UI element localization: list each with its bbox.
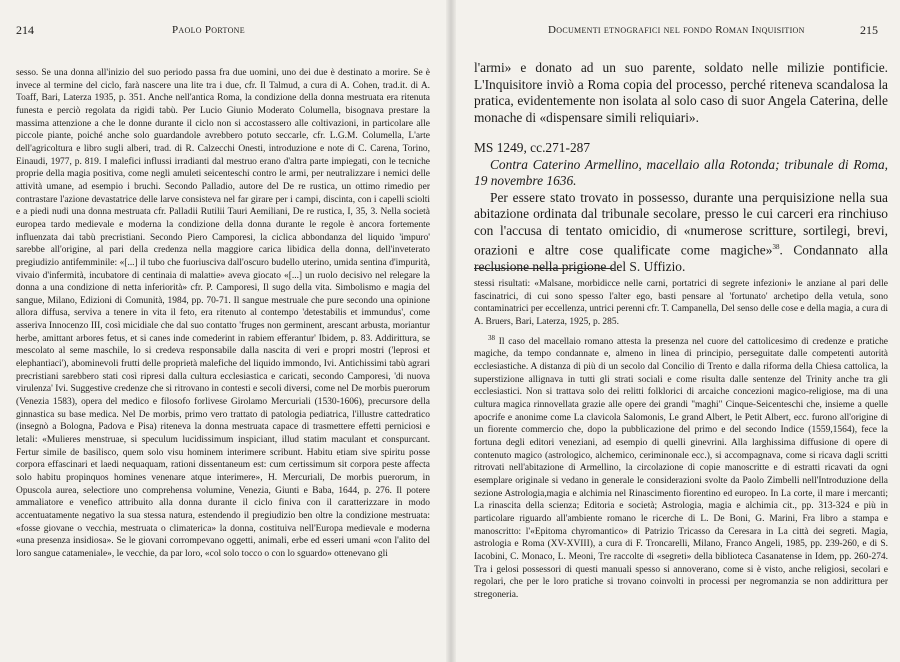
running-head: Documenti etnografici nel fondo Roman Inquisition xyxy=(548,24,805,36)
footnote-number: 38 xyxy=(488,333,495,342)
manuscript-entry xyxy=(474,140,888,275)
running-head: Paolo Portone xyxy=(172,24,245,36)
footnote-38 xyxy=(474,332,888,602)
page-number: 215 xyxy=(860,23,878,37)
ms-heading: MS 1249, cc.271-287 xyxy=(474,140,591,155)
ms-body-text: Per essere stato trovato in possesso, durante una perquisizione nella sua abitazione ordinata dal tribunale secolare, presso le cui carceri era rinchiuso con l'accusa di tentato omicidio, di «numerose scritture, sortilegi, brevi, orazioni e altre cose qualificate come magiche» xyxy=(474,189,888,258)
footnote-rule xyxy=(474,268,614,269)
footnote-38-text: Il caso del macellaio romano attesta la presenza nel cuore del cattolicesimo di credenze e pratiche magiche, da tempo condannate e, almeno in linea di principio, perseguitate dalle competenti autorità ecclesiastiche. A distanza di più di un secolo dal Concilio di Trento e dalla riforma della Chiesa cattolica, la superstizione allignava in tutti gli strati sociali e come risulta dalle sentenze del Trinity anche tra gli ecclesiastici. Non si trattava solo dei relitti folklorici di arcaiche concezioni magico-religiose, ma di una cultura magica rinnovellata grazie alle opere dei grandi "maghi" Cinque-Seicenteschi che, insieme a quelle apocrife e anonime come La clavicola Salomonis, Le grand Albert, le Petit Albert, ecc. furono all'origine di un fiorente commercio che, dopo la pubblicazione del primo e del secondo Indice (1559,1564), fece la fortuna degli editori veneziani, ad esempio di quelli ginevrini. Alla larghissima diffusione di opere di contenuto magico (astrologico, alchemico, ceriminonale ecc.), si accompagnava, come si ricava dagli scritti ritrovati nell'abitazione di Armellino, la circolazione di copie manoscritte e di estratti ricavati da ogni esemplare originale si vedano in generale le considerazioni svolte da Paolo Zimbelli nell'Introduzione della sezione Astrologia,magia e alchimia nel Rinascimento fiorentino ed europeo. In La corte, il mare i mercanti; La rinascita della scienza; Editoria e società; Astrologia, magia e alchimia cit., pp. 313-324 e più in particolare riguardo all'ambiente romano le ricerche di L. De Boni, G. Marini, Fra libro a stampa e manoscritto: l'«Epitoma chyromantico» di Patrizio Tricasso da Ceresara in La città dei segreti. Magia, astrologia e Roma (XV-XVIII), a cura di F. Troncarelli, Milano, Franco Angeli, 1985, pp. 239-260, e di S. Iacobini, C. Monaco, L. Meoni, Tre raccolte di «segreti» della biblioteca Casanatense in Idem, pp. 260-274. Tra i gelosi possessori di questi manuali spesso si annoverano, come si è visto, anche religiosi, secolari e regolari, che per le loro pratiche si trovano coinvolti in processi per negromanzia se non addirittura per stregoneria. xyxy=(474,336,888,600)
body-paragraph xyxy=(474,60,888,126)
footnotes xyxy=(474,278,888,661)
footnote-text: sesso. Se una donna all'inizio del suo periodo passa fra due uomini, uno dei due è destinato a morire. Se è invece al termine del ciclo, farà nascere una lite tra i due, cfr. Il Talmud, a cura di A. Cohen, trad.it. di A. Toaff, Bari, Laterza 1935, p. 351. Anche nell'antica Roma, la condizione della donna mestruata era ritenuta funesta e perciò regolata da rigidi tabù. Per Lucio Giunio Moderato Columella, bisognava prestare la massima attenzione a che le donne durante il ciclo non si accostassero alle coltivazioni, in particolare alle piccole piante, poiché anche solo guardandole avrebbero potuto seccarle, cfr. L.G.M. Columella, L'arte dell'agricoltura e libro sugli alberi, trad. di R. Calzecchi Onesti, introduzione e note di C. Carena, Torino, Einaudi, 1977, p. 819. I malefici influssi irradianti dal mestruo erano d'altra parte impiegati, con le tecniche proprie della magia positiva, come negli amuleti seicenteschi contro le armi, per neutralizzare i nemici delle attività umane, ad esempio i bruchi. Secondo Palladio, autore del De re rustica, un ottimo rimedio per contrastare l'azione devastatrice delle larve consisteva nel far girare per i campi, discinta, con i capelli sciolti e a piedi nudi una donna mestruata cfr. Palladii Rutilii Tauri Aemiliani, De re rustica, I, 35, 3. Nella società europea tardo medievale e moderna la condizione della donna durante le regole è ancora fortemente influenzata dai tabù precristiani. Secondo Piero Camporesi, la ciclica abbondanza del liquido 'impuro' sarebbe all'origine, al pari della credenza nella maggiore carica libidica della donna, dell'inveterato pregiudizio antifemminile: «[...] il tubo che fuoriusciva dall'oscuro budello uterino, umida sentina d'impurità, vivaio d'infermità, incubatore di centinaia di malattie» aveva giocato «[...] un ruolo decisivo nel relegare la donna a una condizione di netta inferiorità» cfr. P. Camporesi, Il sugo della vita. Simbolismo e magia del sangue, Milano, Edizioni di Comunità, 1984, pp. 70-71. Il sangue mestruale che pure secondo una opinione allora diffusa, serviva a tenere in vita il feto, era ritenuto al contempo 'detestabilis et immundus', come asseriva Innocenzo III, così micidiale che dal suo contatto 'fruges non germinent, arescant arbusta, moriantur herbe, amittant arbores fetus, et si canes inde comederint in rabiem efferantur' Ibidem, p. 83. Addirittura, se mescolato al seme maschile, lo si credeva responsabile dalla nascita di veri e propri mostri ('leprosi et elephantiaci'), abominevoli frutti delle proprietà malefiche del liquido immondo, Ivi. Antichissimi tabù agrari precristiani sarebbero stati così ripresi dalla cultura ecclesiastica e caricati, secondo Camporesi, 'di nuova virulenza' Ivi. Suggestive credenze che si ritrovano in contesti e secoli diversi, come nel De morbis puerorum (Venezia 1583), opera del medico e filosofo forlivese Girolamo Mercuriali (1530-1606), precursore della ginnastica su base medica. Nel De morbis, primo vero trattato di patologia pediatrica, l'illustre cattedratico (insegnò a Bologna, Padova e Pisa) riteneva la donna mestruata capace di trasmettere effetti perniciosi e letali: «Mulieres menstruae, si speculum lucidissimum inspiciant, illud statim maculant et conspurcant. Fertur simile de basilisco, quem solo visu hominem interimere scribunt. Habitu etiam sive spiritu posse corpora effascinari et laedi nequaquam, rationi dissentaneum est: cum certissimum sit corpora peste affecta solo habitu propinquos homines venenare atque interimere», H. Mercuriali, De morbis puerorum, in Opuscola aurea, selectiore uno comprehensa volumine, Venezia, Giunti e Baba, 1644, p. 276. Il potere ammaliatore e venefico attribuito alla donna durante il ciclo finiva con il caratterizzare in modo accentuatamente negativo la sua stessa natura, estendendo il pregiudizio ben oltre la condizione mestruata: «fosse giovane o vecchia, mestruata o climaterica» la donna, costituiva nell'Europa medievale e moderna «una presenza insidiosa». Se le giovani corrompevano oggetti, animali, erbe ed esseri umani «con l'alito del loro sangue catameniale», le vecchie, da par loro, «col solo tocco o con lo sguardo» ottenevano gli xyxy=(16,68,430,559)
page-number: 214 xyxy=(16,23,34,37)
left-page xyxy=(0,0,448,662)
footnote-reference: 38 xyxy=(772,243,780,251)
right-page xyxy=(454,0,900,662)
ms-subtitle xyxy=(474,157,888,190)
body-continuation: l'armi» e donato ad un suo parente, soldato nelle milizie pontificie. L'Inquisitore inviò a Roma copia del processo, perché riteneva scandalosa la pratica, evidentemente non isolata al solo caso di suor Angela Caterina, delle monache di «dispensare simili reliquiari». xyxy=(474,60,888,125)
ms-subtitle-text: Contra Caterino Armellino, macellaio alla Rotonda; tribunale di Roma, 19 novembre 1636. xyxy=(474,156,888,188)
ms-body-end: . Condannato alla reclusione nella prigione del S. Uffizio. xyxy=(474,242,888,274)
ms-body xyxy=(474,190,888,276)
footnote-continuation: stessi risultati: «Malsane, morbidicce nelle carni, portatrici di segrete infezioni» le anziane al pari delle fascinatrici, di cui sono spesso l'alter ego, basti pensare al 'fortunato' archetipo della vetula, sono contaminatrici per eccellenza, untrici perenni cfr. T. Campanella, Del senso delle cose e della magia, a cura di A. Bruers, Bari, Laterza, 1925, p. 285. xyxy=(474,279,888,327)
